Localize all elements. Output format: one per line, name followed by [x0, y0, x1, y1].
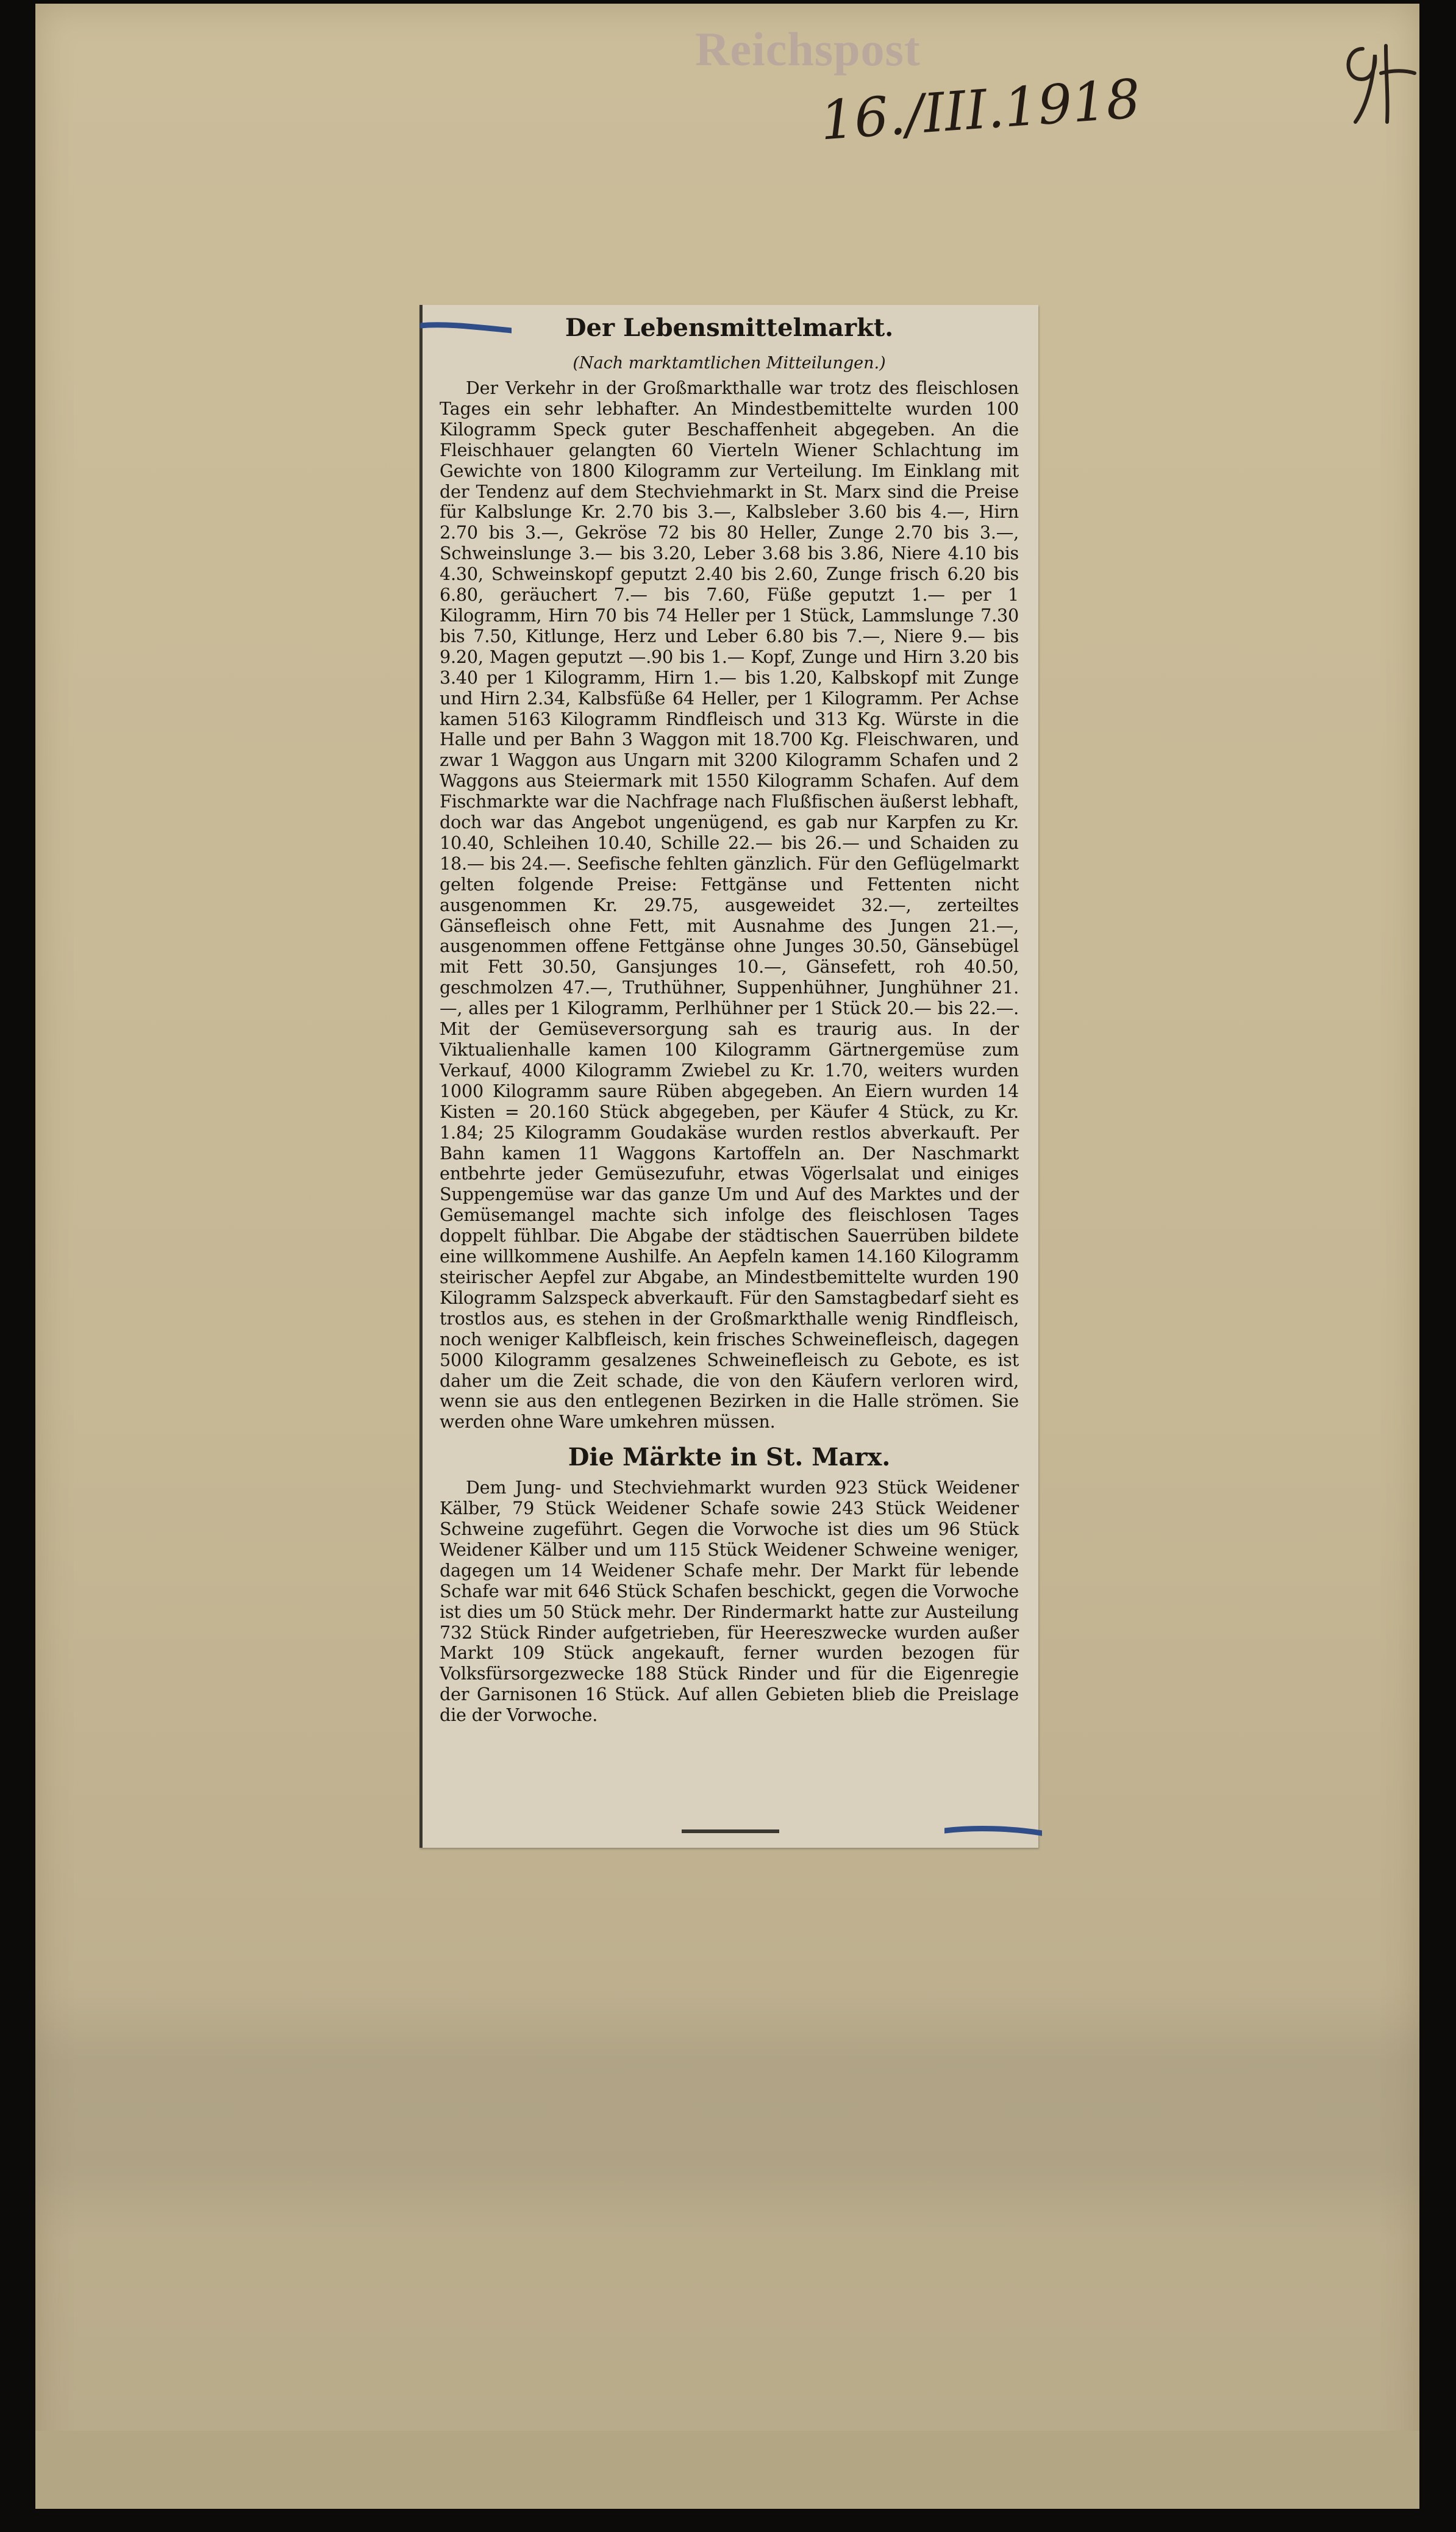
article-subtitle: (Nach marktamtlichen Mitteilungen.): [573, 354, 886, 373]
article-body: Der Verkehr in der Großmarkthalle war trotz des fleischlosen Tages ein sehr lebhafter. An Mindestbemittelte wurden 100 Kilogramm Speck guter Beschaffenheit abgegeben. An die Fleischhauer gelangten 60 Vierteln Wiener Schlachtung im Gewichte von 1800 Kilogramm zur Verteilung. Im Einklang mit der Tendenz auf dem Stechviehmarkt in St. Marx sind die Preise für Kalbslunge Kr. 2.70 bis 3.—, Kalbsleber 3.60 bis 4.—, Hirn 2.70 bis 3.—, Gekröse 72 bis 80 Heller, Zunge 2.70 bis 3.—, Schweinslunge 3.— bis 3.20, Leber 3.68 bis 3.86, Niere 4.10 bis 4.30, Schweinskopf geputzt 2.40 bis 2.60, Zunge frisch 6.20 bis 6.80, geräuchert 7.— bis 7.60, Füße geputzt 1.— per 1 Kilogramm, Hirn 70 bis 74 Heller per 1 Stück, Lammslunge 7.30 bis 7.50, Kitlunge, Herz und Leber 6.80 bis 7.—, Niere 9.— bis 9.20, Magen geputzt —.90 bis 1.— Kopf, Zunge und Hirn 3.20 bis 3.40 per 1 Kilogramm, Hirn 1.— bis 1.20, Kalbskopf mit Zunge und Hirn 2.34, Kalbsfüße 64 Heller, per 1 Kilogramm. Per Achse kamen 5163 Kilogramm Rindfleisch und 313 Kg. Würste in die Halle und per Bahn 3 Waggon mit 18.700 Kg. Fleischwaren, und zwar 1 Waggon aus Ungarn mit 3200 Kilogramm Schafen und 2 Waggons aus Steiermark mit 1550 Kilogramm Schafen. Auf dem Fischmarkte war die Nachfrage nach Flußfischen äußerst lebhaft, doch war das Angebot ungenügend, es gab nur Karpfen zu Kr. 10.40, Schleihen 10.40, Schille 22.— bis 26.— und Schaiden zu 18.— bis 24.—. Seefische fehlten gänzlich. Für den Geflügelmarkt gelten folgende Preise: Fettgänse und Fettenten nicht ausgenommen Kr. 29.75, ausgeweidet 32.—, zerteiltes Gänsefleisch ohne Fett, mit Ausnahme des Jungen 21.—, ausgenommen offene Fettgänse ohne Junges 30.50, Gänsebügel mit Fett 30.50, Gansjunges 10.—, Gänsefett, roh 40.50, geschmolzen 47.—, Truthühner, Suppenhühner, Junghühner 21.—, alles per 1 Kilogramm, Perlhühner per 1 Stück 20.— bis 22.—. Mit der Gemüseversorgung sah es traurig aus. In der Viktualienhalle kamen 100 Kilogramm Gärtnergemüse zum Verkauf, 4000 Kilogramm Zwiebel zu Kr. 1.70, weiters wurden 1000 Kilogramm saure Rüben abgegeben. An Eiern wurden 14 Kisten = 20.160 Stück abgegeben, per Käufer 4 Stück, zu Kr. 1.84; 25 Kilogramm Goudakäse wurden restlos abverkauft. Per Bahn kamen 11 Waggons Kartoffeln an. Der Naschmarkt entbehrte jeder Gemüsezufuhr, etwas Vögerlsalat und einiges Suppengemüse war das ganze Um und Auf des Marktes und der Gemüsemangel machte sich infolge des fleischlosen Tages doppelt fühlbar. Die Abgabe der städtischen Sauerrüben bildete eine willkommene Aushilfe. An Aepfeln kamen 14.160 Kilogramm steirischer Aepfel zur Abgabe, an Mindestbemittelte wurden 190 Kilogramm Salzspeck abverkauft. Für den Samstagbedarf sieht es trostlos aus, es stehen in der Großmarkthalle wenig Rindfleisch, noch weniger Kalbfleisch, kein frisches Schweinefleisch, dagegen 5000 Kilogramm gesalzenes Schweinefleisch zu Gebote, es ist daher um die Zeit schade, die von den Käufern verloren wird, wenn sie aus den entlegenen Bezirken in die Halle strömen. Sie werden ohne Ware umkehren müssen.: [440, 377, 1019, 1432]
end-rule: [682, 1829, 779, 1833]
newspaper-stamp: Reichspost: [695, 23, 921, 76]
article2-title: Die Märkte in St. Marx.: [568, 1443, 891, 1472]
article2-body: Dem Jung- und Stechviehmarkt wurden 923 Stück Weidener Kälber, 79 Stück Weidener Schafe sowie 243 Stück Weidener Schweine zugeführt. Gegen die Vorwoche ist dies um 96 Stück Weidener Kälber und um 115 Stück Weidener Schweine weniger, dagegen um 14 Weidener Schafe mehr. Der Markt für lebende Schafe war mit 646 Stück Schafen beschickt, gegen die Vorwoche ist dies um 50 Stück mehr. Der Rindermarkt hatte zur Austeilung 732 Stück Rinder aufgetrieben, für Heereszwecke wurden außer Markt 109 Stück angekauft, ferner wurden bezogen für Volksfürsorgezwecke 188 Stück Rinder und für die Eigenregie der Garnisonen 16 Stück. Auf allen Gebieten blieb die Preislage die der Vorwoche.: [440, 1477, 1019, 1726]
handwritten-date: 16./III.1918: [818, 67, 1143, 152]
clipping-text-column: [440, 305, 1019, 1848]
newspaper-clipping: [419, 305, 1038, 1848]
article-title: Der Lebensmittelmarkt.: [565, 313, 894, 342]
page-number-mark: [1338, 37, 1418, 128]
sheet-fold-shadow: [35, 1986, 1419, 2242]
sheet-bottom-edge: [35, 2431, 1419, 2509]
